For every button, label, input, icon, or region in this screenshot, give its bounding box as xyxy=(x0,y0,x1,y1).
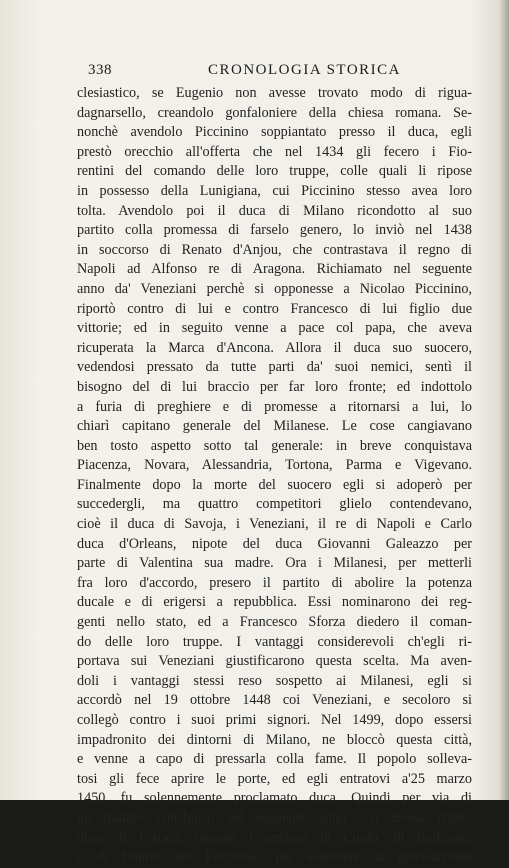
text-line: e di Bubrio nel Ferrarese, per estendere la giurisdizione xyxy=(77,849,472,866)
text-line: nonchè avendolo Piccinino soppiantato presso il duca, egli xyxy=(77,124,472,141)
page-number: 338 xyxy=(88,62,112,78)
text-line: duca d'Orleans, nipote del duca Giovanni Galeazzo per xyxy=(77,535,472,552)
text-line: impadronito dei dintorni di Milano, ne bloccò questa città, xyxy=(77,731,472,748)
text-line: un trattato conchiuso nel seguente anno con Borso d'Este xyxy=(77,809,472,826)
text-line: Piacenza, Novara, Alessandria, Tortona, Parma e Vigevano. xyxy=(77,457,472,474)
text-line: a furia di preghiere e di promesse a ritornarsi a lui, lo xyxy=(77,398,472,415)
text-line: in possesso della Lunigiana, cui Piccinino stesso avea loro xyxy=(77,182,472,199)
text-line: Napoli ad Alfonso re di Aragona. Richiamato nel seguente xyxy=(77,261,472,278)
text-line: cioè il duca di Savoja, i Veneziani, il re di Napoli e Carlo xyxy=(77,516,472,533)
text-line: clesiastico, se Eugenio non avesse trovato modo di rigua- xyxy=(77,85,472,101)
running-head: CRONOLOGIA STORICA xyxy=(208,62,401,78)
text-line: e venne a capo di pressarla colla fame. Il popolo solleva- xyxy=(77,751,472,768)
text-line: prestò orecchio all'offerta che nel 1434 gli fecero i Fio- xyxy=(77,143,472,160)
text-line: vedendosi pressato da tutte parti da' suoi nemici, sentì il xyxy=(77,359,472,376)
text-line: partito colla promessa di farselo genero, lo inviò nel 1438 xyxy=(77,222,472,239)
text-line: tosi gli fece aprire le porte, ed egli entratovi a'25 marzo xyxy=(77,770,472,787)
text-line: tolta. Avendolo poi il duca di Milano ricondotto al suo xyxy=(77,202,472,219)
text-line: doli i vantaggi stessi reso sospetto ai Milanesi, egli si xyxy=(77,672,472,689)
text-line: genti nello stato, ed a Francesco Sforza diedero il coman- xyxy=(77,614,472,631)
text-line: bisogno del di lui braccio per far loro fronte; ed indottolo xyxy=(77,378,472,395)
text-line: riportò contro di lui e contro Francesco di lui figlio due xyxy=(77,300,472,317)
page-edge-shadow xyxy=(499,0,509,800)
text-line: portava sui Veneziani giustificarono questa scelta. Ma aven- xyxy=(77,653,472,670)
text-line: accordò nel 19 ottobre 1448 coi Veneziani, e secoloro si xyxy=(77,692,472,709)
text-line: in soccorso di Renato d'Anjou, che contrastava il regno di xyxy=(77,241,472,258)
text-line: chiarì capitano generale del Milanese. Le cose cangiavano xyxy=(77,418,472,435)
text-line: vittorie; ed in seguito venne a pace col papa, che aveva xyxy=(77,320,472,337)
text-line: anno da' Veneziani perchè si opponesse a Nicolao Piccinino, xyxy=(77,280,472,297)
text-line: ducale e di erigersi a repubblica. Essi nominarono dei reg- xyxy=(77,594,472,611)
text-line: ricuperata la Marca d'Ancona. Allora il duca suo suocero, xyxy=(77,339,472,356)
page-header xyxy=(88,62,460,82)
text-line: ben tosto aspetto sotto tal generale: in breve conquistava xyxy=(77,437,472,454)
body-text xyxy=(77,84,472,868)
text-line: succedergli, ma quattro competitori glielo contendevano, xyxy=(77,496,472,513)
text-line: rentini del comando delle loro truppe, colle quali li ripose xyxy=(77,163,472,180)
text-line: dagnarsello, creandolo gonfaloniere della chiesa romana. Se- xyxy=(77,104,472,121)
text-line: do delle loro truppe. I vantaggi considerevoli ch'egli ri- xyxy=(77,633,472,650)
text-line: fra loro d'accordo, presero il partito di abolire la potenza xyxy=(77,574,472,591)
text-line: 1450, fu solennemente proclamato duca. Quindi per via di xyxy=(77,790,472,807)
text-line: collegò contro i suoi primi signori. Nel 1499, dopo essersi xyxy=(77,712,472,728)
text-line: parte di Valentina sua madre. Ora i Milanesi, per metterli xyxy=(77,555,472,572)
text-line: duca di Ferrara, ottenne i territori di Cunio, di Barbiano, xyxy=(77,829,472,846)
text-line: Finalmente dopo la morte del suocero egli si adoperò per xyxy=(77,476,472,493)
